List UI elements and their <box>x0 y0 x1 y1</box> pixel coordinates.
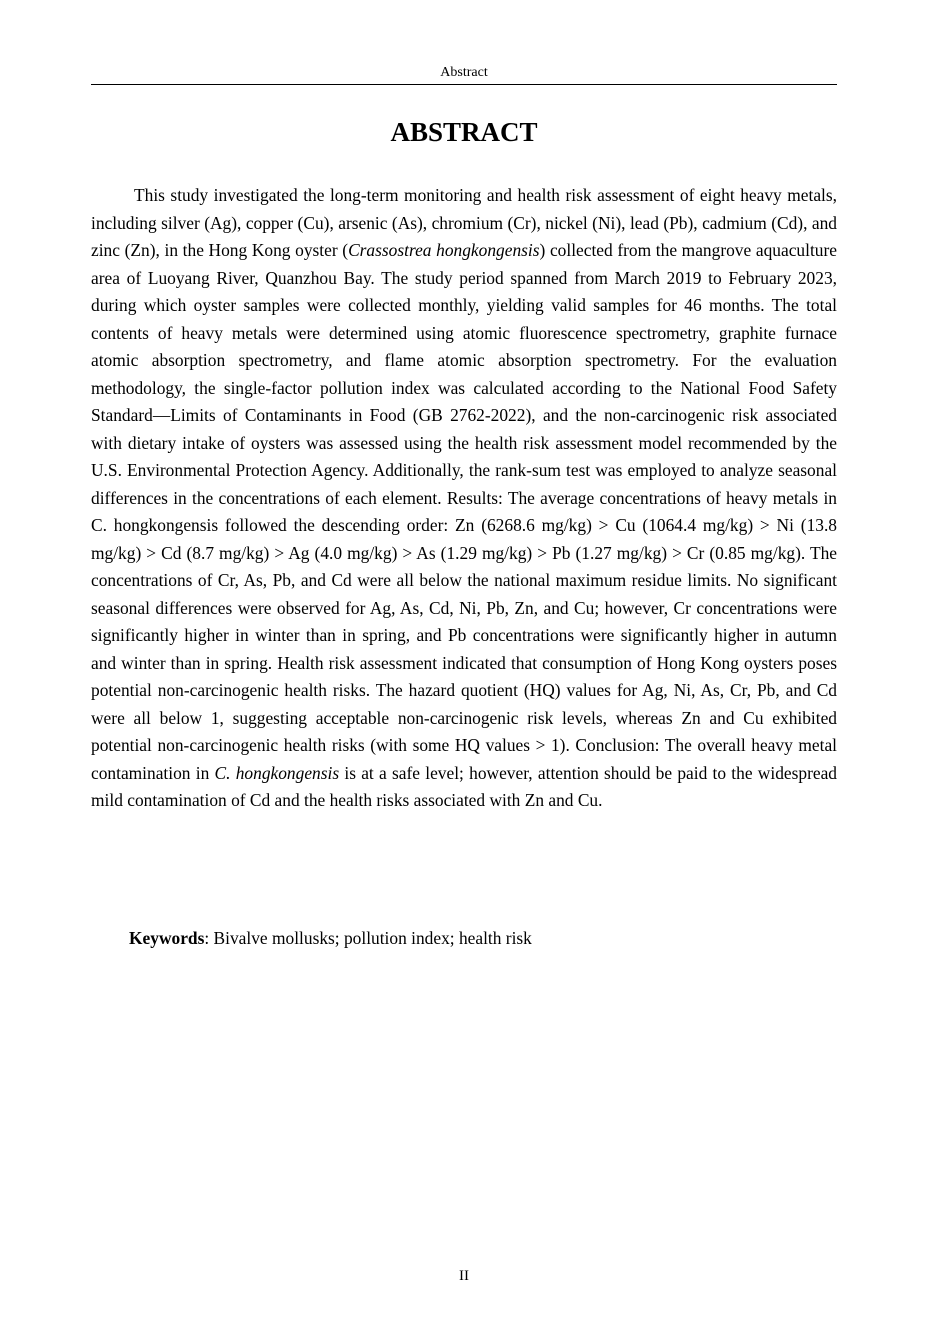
keywords-separator: : <box>204 928 214 948</box>
keywords-label: Keywords <box>129 928 205 948</box>
keywords-line <box>129 925 837 952</box>
page-title: ABSTRACT <box>390 117 538 147</box>
page-number: II <box>459 1268 469 1284</box>
abstract-text-part-2: ) collected from the mangrove aquaculture area of Luoyang River, Quanzhou Bay. The study period spanned from March 2019 to February 2023, during which oyster samples were collected monthly, yielding valid samples for 46 months. The total contents of heavy metals were determined using atomic fluorescence spectrometry, graphite furnace atomic absorption spectrometry, and flame atomic absorption spectrometry. For the evaluation methodology, the single-factor pollution index was calculated according to the National Food Safety Standard—Limits of Contaminants in Food (GB 2762-2022), and the non-carcinogenic risk associated with dietary intake of oysters was assessed using the health risk assessment model recommended by the U.S. Environmental Protection Agency. Additionally, the rank-sum test was employed to analyze seasonal differences in the concentrations of each element. Results: The average concentrations of heavy metals in C. hongkongensis followed the descending order: Zn (6268.6 mg/kg) > Cu (1064.4 mg/kg) > Ni (13.8 mg/kg) > Cd (8.7 mg/kg) > Ag (4.0 mg/kg) > As (1.29 mg/kg) > Pb (1.27 mg/kg) > Cr (0.85 mg/kg). The concentrations of Cr, As, Pb, and Cd were all below the national maximum residue limits. No significant seasonal differences were observed for Ag, As, Cd, Ni, Pb, Zn, and Cu; however, Cr concentrations were significantly higher in winter than in spring, and Pb concentrations were significantly higher in autumn and winter than in spring. Health risk assessment indicated that consumption of Hong Kong oysters poses potential non-carcinogenic health risks. The hazard quotient (HQ) values for Ag, Ni, As, Cr, Pb, and Cd were all below 1, suggesting acceptable non-carcinogenic risk levels, whereas Zn and Cu exhibited potential non-carcinogenic health risks (with some HQ values > 1). Conclusion: The overall heavy metal contamination in <box>91 240 837 783</box>
keywords-terms: Bivalve mollusks; pollution index; health risk <box>213 928 532 948</box>
header-rule <box>91 84 837 85</box>
abstract-text-part-3: is at a safe level; however, attention should be paid to the widespread mild contamination of Cd and the health risks associated with Zn and Cu. <box>91 762 837 810</box>
species-short-name: C. hongkongensis <box>214 762 340 783</box>
abstract-text-part-1: This study investigated the long-term monitoring and health risk assessment of eight heavy metals, including silver (Ag), copper (Cu), arsenic (As), chromium (Cr), nickel (Ni), lead (Pb), cadmium (Cd), and zinc (Zn), in the Hong Kong oyster ( <box>91 185 837 260</box>
abstract-body <box>91 182 837 815</box>
species-latin-name: Crassostrea hongkongensis <box>348 240 540 260</box>
running-header: Abstract <box>440 65 488 80</box>
